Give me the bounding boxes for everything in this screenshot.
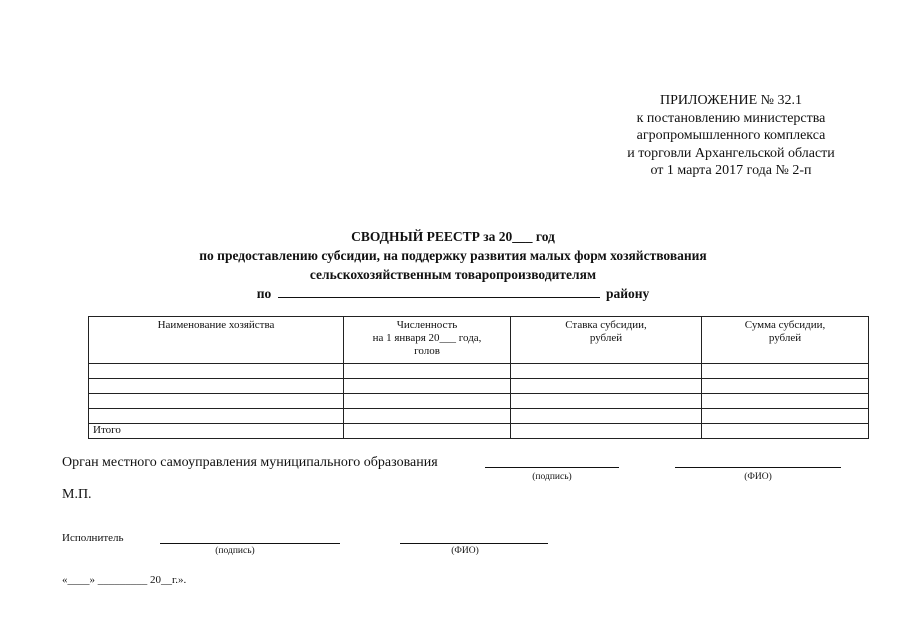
title-suffix: району xyxy=(605,286,650,301)
executor-fio-line[interactable] xyxy=(400,543,548,544)
title-line-1: СВОДНЫЙ РЕЕСТР за 20___ год xyxy=(351,229,555,244)
executor-fio-caption: (ФИО) xyxy=(451,546,479,556)
appendix-line: ПРИЛОЖЕНИЕ № 32.1 xyxy=(660,93,802,108)
table-total-row xyxy=(89,424,869,439)
appendix-line: от 1 марта 2017 года № 2-п xyxy=(650,163,812,178)
table-cell[interactable] xyxy=(702,424,869,439)
total-label: Итого xyxy=(89,424,344,439)
table-cell[interactable] xyxy=(89,409,344,424)
executor-sign-caption: (подпись) xyxy=(215,546,255,556)
table-cell[interactable] xyxy=(344,379,511,394)
table-cell[interactable] xyxy=(344,394,511,409)
table-row xyxy=(89,394,869,409)
table-cell[interactable] xyxy=(344,364,511,379)
title-line-2: по предоставлению субсидии, на поддержку развития малых форм хозяйствования xyxy=(199,248,707,263)
org-sign-caption: (подпись) xyxy=(532,472,572,482)
table-cell[interactable] xyxy=(511,424,702,439)
title-line-4 xyxy=(100,284,806,303)
header-subsidy-amount: Сумма субсидии, рублей xyxy=(702,317,869,364)
table-cell[interactable] xyxy=(511,379,702,394)
table-cell[interactable] xyxy=(702,364,869,379)
appendix-line: к постановлению министерства xyxy=(636,110,826,126)
table-cell[interactable] xyxy=(89,364,344,379)
date-line[interactable]: «____» _________ 20__г.». xyxy=(62,574,187,586)
header-head-count: Численность на 1 января 20___ года, голов xyxy=(344,317,511,364)
header-subsidy-rate: Ставка субсидии, рублей xyxy=(511,317,702,364)
table-cell[interactable] xyxy=(511,364,702,379)
table-cell[interactable] xyxy=(89,379,344,394)
org-label: Орган местного самоуправления муниципального образования xyxy=(62,455,438,470)
table-row xyxy=(89,379,869,394)
executor-signature-line[interactable] xyxy=(160,543,340,544)
document-title xyxy=(100,227,806,303)
table-cell[interactable] xyxy=(511,394,702,409)
table-cell[interactable] xyxy=(702,409,869,424)
header-farm-name: Наименование хозяйства xyxy=(89,317,344,364)
title-line-3: сельскохозяйственным товаропроизводителям xyxy=(309,267,597,282)
table-cell[interactable] xyxy=(344,409,511,424)
registry-table xyxy=(88,316,869,439)
table-cell[interactable] xyxy=(702,394,869,409)
district-blank-field[interactable] xyxy=(278,284,600,298)
org-fio-line[interactable] xyxy=(675,467,841,468)
table-row xyxy=(89,409,869,424)
stamp-place-label: М.П. xyxy=(62,487,92,502)
title-prefix: по xyxy=(256,286,272,301)
table-cell[interactable] xyxy=(702,379,869,394)
appendix-block xyxy=(598,92,864,180)
executor-label: Исполнитель xyxy=(62,532,124,544)
appendix-line: и торговли Архангельской области xyxy=(627,145,835,161)
appendix-line: агропромышленного комплекса xyxy=(636,128,826,143)
table-cell[interactable] xyxy=(344,424,511,439)
table-row xyxy=(89,364,869,379)
table-cell[interactable] xyxy=(89,394,344,409)
table-cell[interactable] xyxy=(511,409,702,424)
table-header-row xyxy=(89,317,869,364)
org-signature-line[interactable] xyxy=(485,467,619,468)
org-fio-caption: (ФИО) xyxy=(744,472,772,482)
